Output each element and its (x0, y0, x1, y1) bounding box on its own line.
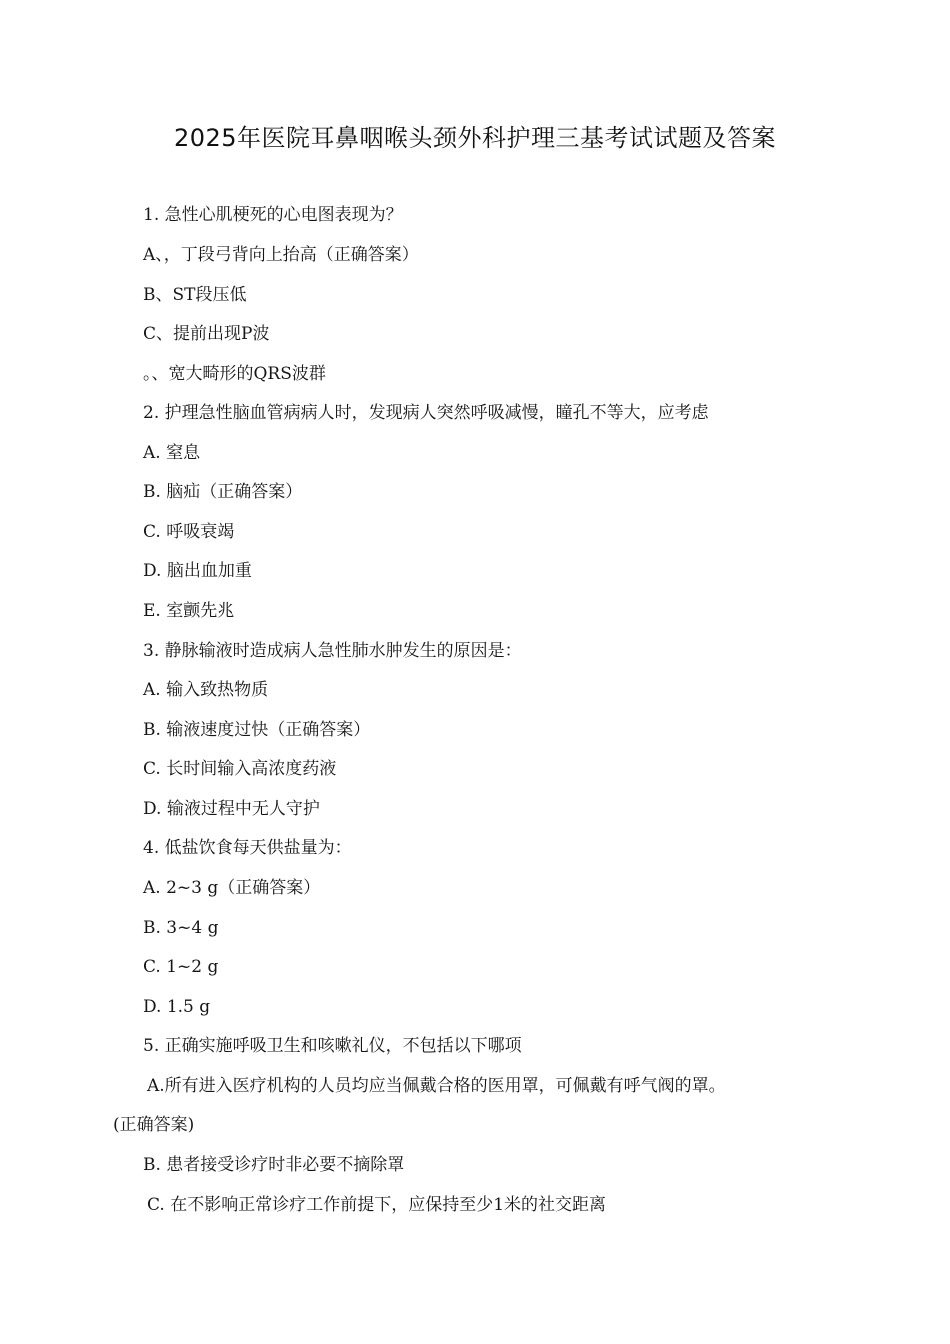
option-2d: D. 脑出血加重 (143, 561, 252, 581)
option-4c: C. 1~2 g (143, 957, 219, 977)
option-4a: A. 2~3 g（正确答案） (143, 878, 321, 898)
option-5a-continuation: (正确答案) (113, 1115, 195, 1135)
option-1a: A、，丁段弓背向上抬高（正确答案） (143, 245, 419, 265)
option-4b: B. 3~4 g (143, 918, 219, 938)
option-2a: A. 窒息 (143, 443, 201, 463)
question-5: 5. 正确实施呼吸卫生和咳嗽礼仪，不包括以下哪项 (143, 1036, 522, 1056)
option-3b: B. 输液速度过快（正确答案） (143, 720, 371, 740)
option-2b: B. 脑疝（正确答案） (143, 482, 303, 502)
option-3a: A. 输入致热物质 (143, 680, 269, 700)
question-2: 2. 护理急性脑血管病病人时，发现病人突然呼吸减慢，瞳孔不等大，应考虑 (143, 403, 709, 423)
option-5c: C. 在不影响正常诊疗工作前提下，应保持至少1米的社交距离 (147, 1195, 607, 1215)
option-1c: C、提前出现P波 (143, 324, 270, 344)
option-5b: B. 患者接受诊疗时非必要不摘除罩 (143, 1155, 405, 1175)
document-title: 2025年医院耳鼻咽喉头颈外科护理三基考试试题及答案 (173, 124, 777, 152)
option-4d: D. 1.5 g (143, 997, 211, 1017)
option-3d: D. 输液过程中无人守护 (143, 799, 320, 819)
option-1b: B、ST段压低 (143, 285, 247, 305)
option-2e: E. 室颤先兆 (143, 601, 235, 621)
option-1d: 。、宽大畸形的QRS波群 (143, 364, 326, 384)
option-5a: A.所有进入医疗机构的人员均应当佩戴合格的医用罩，可佩戴有呼气阀的罩。 (147, 1076, 726, 1096)
question-3: 3. 静脉输液时造成病人急性肺水肿发生的原因是： (143, 641, 522, 661)
option-3c: C. 长时间输入高浓度药液 (143, 759, 337, 779)
option-2c: C. 呼吸衰竭 (143, 522, 235, 542)
question-1: 1. 急性心肌梗死的心电图表现为？ (143, 205, 403, 225)
question-4: 4. 低盐饮食每天供盐量为： (143, 838, 352, 858)
